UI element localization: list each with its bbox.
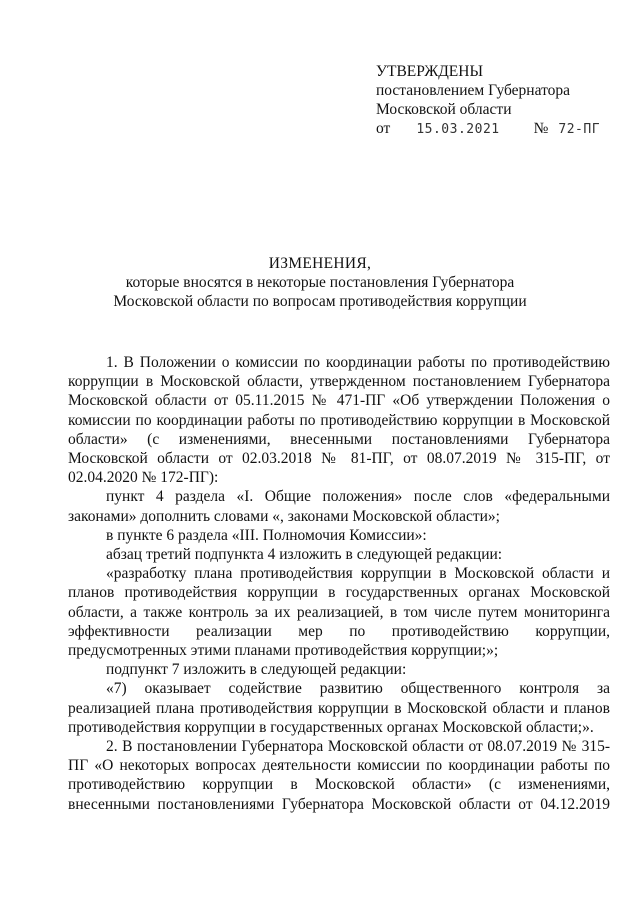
paragraph-8: 2. В постановлении Губернатора Московской области от 08.07.2019 № 315-ПГ «О некоторых вопросах деятельности комиссии по координации работы по противодействию коррупции в Московской области» (с изменениями, внесенными постановлениями Губернатора Московской области от 04.12.2019: [68, 738, 610, 813]
approval-date-line: [376, 119, 600, 139]
document-subtitle-line1: которые вносятся в некоторые постановления Губернатора: [125, 274, 515, 291]
document-subtitle-line2: Московской области по вопросам противодействия коррупции: [113, 293, 527, 310]
paragraph-3: в пункте 6 раздела «III. Полномочия Комиссии»:: [106, 526, 427, 544]
paragraph-6: подпункт 7 изложить в следующей редакции:: [106, 661, 407, 679]
approval-region: Московской области: [376, 101, 512, 118]
approval-by-decree: постановлением Губернатора: [376, 82, 571, 99]
paragraph-4: абзац третий подпункта 4 изложить в следующей редакции:: [106, 546, 503, 564]
paragraph-2: пункт 4 раздела «I. Общие положения» после слов «федеральными законами» дополнить словами «, законами Московской области»;: [68, 488, 610, 525]
date-prefix: от: [376, 120, 391, 137]
paragraph-1: 1. В Положении о комиссии по координации работы по противодействию коррупции в Московской области, утвержденном постановлением Губернатора Московской области от 05.11.2015 № 471-ПГ «Об утверждении Положения о комиссии по координации работы по противодействию коррупции в Московской области» (с изменениями, внесенными постановлениями Губернатора Московской области от 02.03.2018 № 81-ПГ, от 08.07.2019 № 315-ПГ, от 02.04.2020 № 172-ПГ):: [68, 354, 610, 487]
document-body: [68, 353, 610, 814]
decree-date: 15.03.2021: [416, 122, 500, 137]
approval-block: [376, 62, 600, 139]
number-prefix: №: [533, 120, 549, 137]
paragraph-5: «разработку плана противодействия коррупции в Московской области и планов противодействия коррупции в государственных органах Московской области, а также контроль за их реализацией, в том числе путем мониторинга эффективности реализации мер по противодействию коррупции, предусмотренных этими планами противодействия коррупции;»;: [68, 565, 610, 660]
paragraph-7: «7) оказывает содействие развитию общественного контроля за реализацией плана противодействия коррупции в Московской области и планов противодействия коррупции в государственных органах Московской области;».: [68, 680, 610, 736]
approval-heading: УТВЕРЖДЕНЫ: [376, 63, 483, 80]
document-heading: [0, 254, 640, 311]
decree-number: 72-ПГ: [558, 122, 601, 137]
document-title: ИЗМЕНЕНИЯ,: [268, 255, 372, 272]
